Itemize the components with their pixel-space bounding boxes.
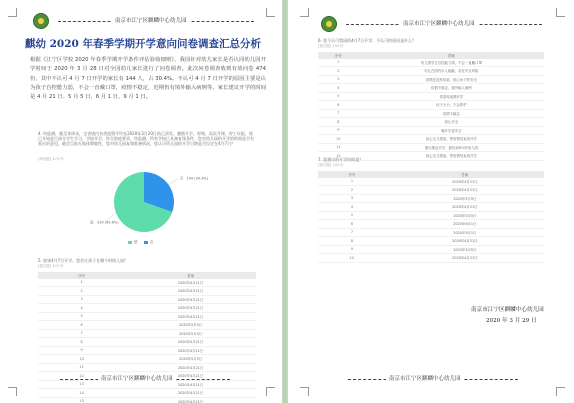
pie-label-no: 否：144 (30.4%) bbox=[179, 176, 209, 181]
row-index-cell: 6 bbox=[318, 101, 359, 110]
row-index-cell: 3 bbox=[318, 75, 359, 84]
table-row bbox=[38, 355, 256, 364]
row-index-cell: 11 bbox=[38, 363, 125, 372]
row-index-cell: 9 bbox=[318, 126, 359, 135]
row-index-cell: 4 bbox=[38, 304, 125, 313]
row-index-cell: 5 bbox=[318, 92, 359, 101]
row-index-cell: 3 bbox=[318, 194, 386, 203]
table-header: 序号 bbox=[318, 52, 359, 59]
row-index-cell: 13 bbox=[38, 380, 125, 389]
table-row bbox=[38, 338, 256, 347]
row-index-cell: 1 bbox=[318, 59, 359, 67]
question-5-text: 5. 如果4月7日开学，您会让孩子在哪个时间入园？ bbox=[38, 258, 129, 263]
answer-cell: 2020年5月5日 bbox=[386, 194, 544, 203]
row-index-cell: 8 bbox=[38, 338, 125, 347]
answers-table-q5 bbox=[38, 272, 256, 403]
pie-chart bbox=[74, 160, 214, 242]
school-logo-icon bbox=[33, 13, 49, 29]
answer-cell: 晚开学更安全 bbox=[359, 126, 544, 135]
answer-cell: 2020年4月21日 bbox=[125, 338, 256, 347]
row-index-cell: 12 bbox=[38, 372, 125, 381]
table-header: 序号 bbox=[38, 272, 125, 279]
page-footer-text: 南京市江宁区麒麟中心幼儿园 bbox=[98, 376, 176, 382]
answer-cell: 2020年4月21日 bbox=[125, 346, 256, 355]
row-index-cell: 6 bbox=[38, 321, 125, 330]
table-row bbox=[318, 135, 544, 144]
table-row bbox=[38, 397, 256, 403]
answer-cell: 担心交叉感染，等疫情结束再开学 bbox=[359, 152, 544, 161]
answer-cell: 疫情不稳定，境外输入病例 bbox=[359, 84, 544, 93]
row-index-cell: 10 bbox=[318, 254, 386, 263]
answers-table-q6 bbox=[318, 52, 544, 161]
answer-cell: 2020年4月21日 bbox=[125, 363, 256, 372]
crop-mark bbox=[300, 387, 309, 396]
answer-cell: 2020年5月5日 bbox=[125, 355, 256, 364]
row-index-cell: 10 bbox=[38, 355, 125, 364]
row-index-cell: 6 bbox=[318, 220, 386, 229]
row-index-cell: 5 bbox=[318, 211, 386, 220]
row-index-cell: 7 bbox=[318, 109, 359, 118]
answer-cell: 2020年4月21日 bbox=[386, 237, 544, 246]
table-row bbox=[38, 295, 256, 304]
question-4-text: 4. 经监测，截至本周末，全省境内各类疫情平均在2020年3月20日前已清零，遵循开学、停课、再次开课、停工年报，现已开始进行部分学生学习，学校开学，符合防疫要求，经监测，所有学校已具备复课条件，您对幼儿园的开学的时间是否有延迟的意见。截至目前无集体聚集性，您对幼儿园复课准备情况，您认可幼儿园的开学日期是否设定在4月7日？ bbox=[38, 131, 254, 146]
answer-cell: 2020年4月21日 bbox=[125, 295, 256, 304]
page-header-text: 南京市江宁区麒麟中心幼儿园 bbox=[112, 18, 190, 24]
table-row bbox=[318, 143, 544, 152]
signature-date: 2020 年 3 月 29 日 bbox=[486, 318, 537, 324]
row-index-cell: 1 bbox=[318, 178, 386, 186]
table-header: 答案 bbox=[359, 52, 544, 59]
table-row bbox=[318, 186, 544, 195]
table-row bbox=[318, 237, 544, 246]
table-row bbox=[318, 59, 544, 67]
crop-mark bbox=[556, 387, 565, 396]
row-index-cell: 9 bbox=[38, 346, 125, 355]
pie-label-yes: 是：330 (69.6%) bbox=[89, 220, 119, 225]
answer-cell: 2020年4月21日 bbox=[125, 389, 256, 398]
table-row bbox=[318, 254, 544, 263]
answer-cell: 2020年4月21日 bbox=[386, 203, 544, 212]
answer-cell: 建议推迟开学，最好到9月份再入园 bbox=[359, 143, 544, 152]
table-row bbox=[38, 389, 256, 398]
row-index-cell: 7 bbox=[318, 228, 386, 237]
row-index-cell: 14 bbox=[38, 389, 125, 398]
row-index-cell: 8 bbox=[318, 237, 386, 246]
row-index-cell: 11 bbox=[318, 143, 359, 152]
question-4-meta: [单选题] 474 份 bbox=[38, 157, 64, 161]
table-row bbox=[318, 118, 544, 127]
table-row bbox=[318, 194, 544, 203]
answer-cell: 2020年4月21日 bbox=[125, 372, 256, 381]
summary-paragraph: 根据《江宁区学校 2020 年春季学期开学条件评估验收细则》，我园针对幼儿家长是否认同幼儿园开学时间于 2020 年 3 月 28 日对全园幼儿家长进行了问卷调查。此次问卷调查收到有效问卷 474 份，其中不认可 4 月 7 日开学的家长有 144 人，占 30.4%。不认可 4 月 7 日开学的原因主要是认为孩子自控能力弱，不会一直戴口罩，疫情不稳定，近期仍有境外输入病例等。家长建议开学的时间是 4 月 21 日、5 月 5 日、6 月 1 日、9 月 1 日。 bbox=[30, 57, 266, 101]
table-row bbox=[38, 321, 256, 330]
table-row bbox=[318, 211, 544, 220]
answer-cell: 2020年4月21日 bbox=[125, 279, 256, 287]
row-index-cell: 15 bbox=[38, 397, 125, 403]
answer-cell: 担心安全 bbox=[359, 118, 544, 127]
pie-legend bbox=[128, 240, 153, 245]
table-row bbox=[318, 109, 544, 118]
question-7-text: 7. 您建议的开学时间是？ bbox=[318, 157, 364, 162]
legend-swatch bbox=[144, 241, 148, 244]
row-index-cell: 9 bbox=[318, 245, 386, 254]
answer-cell: 2020年4月21日 bbox=[386, 186, 544, 195]
school-logo-icon bbox=[321, 16, 337, 32]
row-index-cell: 1 bbox=[38, 279, 125, 287]
answer-cell: 幼儿在园内多人接触，存在安全风险 bbox=[359, 67, 544, 76]
row-index-cell: 2 bbox=[38, 287, 125, 296]
crop-mark bbox=[300, 8, 309, 17]
document-page-right bbox=[288, 0, 574, 403]
question-7-meta: [填空题] 144 份 bbox=[318, 163, 344, 167]
answer-cell: 2020年4月21日 bbox=[386, 178, 544, 186]
table-row bbox=[318, 178, 544, 186]
answer-cell: 2020年4月21日 bbox=[125, 397, 256, 403]
signature-organization: 南京市江宁区麒麟中心幼儿园 bbox=[471, 307, 544, 313]
table-header: 答案 bbox=[386, 171, 544, 178]
table-row bbox=[38, 312, 256, 321]
legend-label: 是 bbox=[134, 240, 138, 244]
answer-cell: 2020年4月21日 bbox=[125, 287, 256, 296]
document-title: 麒幼 2020 年春季学期开学意向问卷调查汇总分析 bbox=[24, 38, 262, 50]
question-6-meta: [填空题] 144 份 bbox=[318, 44, 344, 48]
answer-cell: 2020年4月21日 bbox=[125, 312, 256, 321]
row-index-cell: 8 bbox=[318, 118, 359, 127]
legend-item-yes bbox=[128, 240, 138, 245]
table-row bbox=[318, 92, 544, 101]
answer-cell: 孩子太小，不会防护 bbox=[359, 101, 544, 110]
table-row bbox=[318, 84, 544, 93]
row-index-cell: 2 bbox=[318, 186, 386, 195]
table-row bbox=[318, 245, 544, 254]
row-index-cell: 12 bbox=[318, 152, 359, 161]
answer-cell: 2020年4月21日 bbox=[386, 254, 544, 263]
answer-cell: 疫情还没有结束，担心孩子的安全 bbox=[359, 75, 544, 84]
answer-cell: 2020年9月1日 bbox=[386, 228, 544, 237]
answer-cell: 2020年5月5日 bbox=[125, 329, 256, 338]
crop-mark bbox=[266, 387, 275, 396]
answer-cell: 担心交叉感染，等疫情结束再开学 bbox=[359, 135, 544, 144]
table-header: 序号 bbox=[318, 171, 386, 178]
legend-swatch bbox=[128, 241, 132, 244]
answers-table-q7 bbox=[318, 171, 544, 263]
row-index-cell: 7 bbox=[38, 329, 125, 338]
row-index-cell: 4 bbox=[318, 84, 359, 93]
answer-cell: 2020年4月21日 bbox=[125, 380, 256, 389]
table-row bbox=[318, 203, 544, 212]
answer-cell: 2020年6月1日 bbox=[386, 220, 544, 229]
crop-mark bbox=[8, 8, 17, 17]
table-header: 答案 bbox=[125, 272, 256, 279]
page-footer-text: 南京市江宁区麒麟中心幼儿园 bbox=[386, 376, 464, 382]
answer-cell: 2020年5月5日 bbox=[125, 321, 256, 330]
answer-cell: 希望再延期开学 bbox=[359, 92, 544, 101]
crop-mark bbox=[266, 8, 275, 17]
crop-mark bbox=[556, 8, 565, 17]
table-row bbox=[38, 363, 256, 372]
answer-cell: 2020年4月21日 bbox=[125, 304, 256, 313]
question-6-text: 6. 您不认可我园的4月7日开学，不认可的原因是什么？ bbox=[318, 38, 417, 43]
table-row bbox=[318, 220, 544, 229]
table-row bbox=[318, 75, 544, 84]
table-row bbox=[38, 346, 256, 355]
row-index-cell: 10 bbox=[318, 135, 359, 144]
table-row bbox=[318, 67, 544, 76]
table-row bbox=[318, 228, 544, 237]
answer-cell: 疫情不稳定 bbox=[359, 109, 544, 118]
table-row bbox=[38, 304, 256, 313]
table-row bbox=[318, 126, 544, 135]
pie-leader-yes bbox=[106, 213, 116, 221]
table-row bbox=[38, 329, 256, 338]
row-index-cell: 4 bbox=[318, 203, 386, 212]
row-index-cell: 5 bbox=[38, 312, 125, 321]
answer-cell: 2020年5月5日 bbox=[386, 245, 544, 254]
answer-cell: 幼儿园学生自控能力弱，不会一直戴口罩 bbox=[359, 59, 544, 67]
question-5-meta: [填空题] 474 份 bbox=[38, 264, 64, 268]
page-header-text: 南京市江宁区麒麟中心幼儿园 bbox=[400, 21, 478, 27]
pie-leader-no bbox=[168, 179, 178, 185]
table-row bbox=[38, 279, 256, 287]
crop-mark bbox=[8, 387, 17, 396]
answer-cell: 2020年5月5日 bbox=[386, 211, 544, 220]
legend-label: 否 bbox=[149, 240, 153, 244]
table-row bbox=[318, 101, 544, 110]
row-index-cell: 3 bbox=[38, 295, 125, 304]
table-row bbox=[38, 287, 256, 296]
document-page-left bbox=[0, 0, 282, 403]
legend-item-no bbox=[144, 240, 154, 245]
row-index-cell: 2 bbox=[318, 67, 359, 76]
